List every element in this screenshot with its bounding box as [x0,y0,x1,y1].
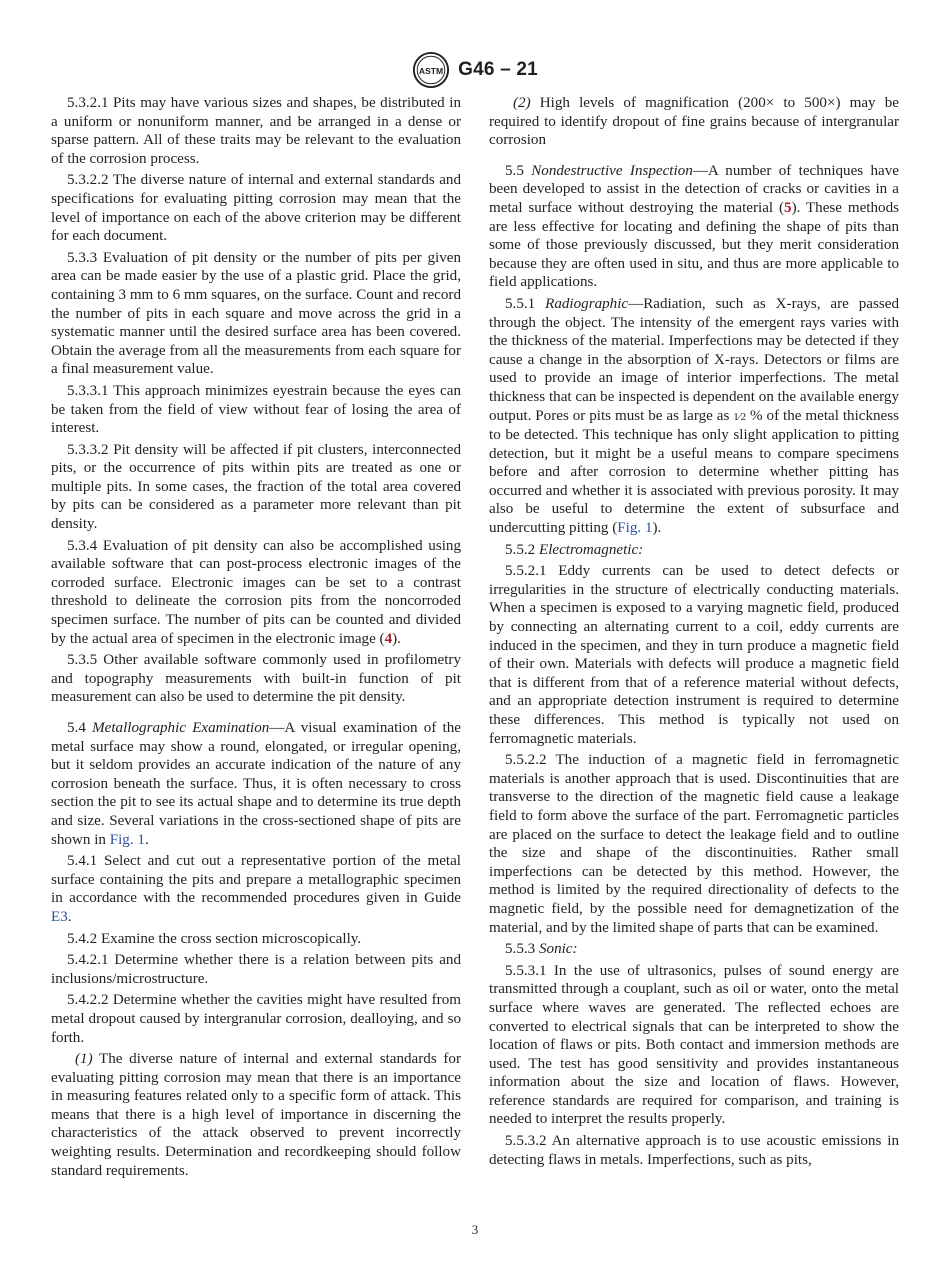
section-number: 5.5.1 [505,295,546,312]
section-title: Nondestructive Inspection [531,162,693,179]
para-text: High levels of magnification (200× to 500×) may be required to identify dropout of fine grains because of intergranular corrosion [489,95,899,149]
section-number: 5.5 [505,162,532,179]
para-5-4-2-2: 5.4.2.2 Determine whether the cavities might have resulted from metal dropout caused by intergranular corrosion, dealloying, and so forth. [51,992,461,1046]
section-title: Metallographic Examination [92,720,270,736]
para-5-3-2-2: 5.3.2.2 The diverse nature of internal and external standards and specifications for evaluating pitting corrosion may mean that the level of importance on each of the above criterion may be different for each document. [51,172,461,245]
para-5-5-3 [489,940,899,959]
para-text: . [144,831,149,848]
guide-e3-link[interactable]: E3 [51,908,68,925]
item-number: (2) [513,95,531,111]
section-5-4 [51,719,461,849]
section-number: 5.4 [67,720,93,736]
para-5-4-2-1: 5.4.2.1 Determine whether there is a relation between pits and inclusions/microstructure. [51,952,461,987]
section-number: 5.5.2 [505,541,539,558]
para-5-3-3-2: 5.3.3.2 Pit density will be affected if pit clusters, interconnected pits, or the occurrence of pits within pits are treated as one or multiple pits. In some cases, the fraction of the total area covered by pits can be considered as a parameter more relevant than pit density. [51,441,461,533]
para-5-5-3-2: 5.5.3.2 An alternative approach is to use acoustic emissions in detecting flaws in metals. Imperfections, such as pits, [489,1133,899,1168]
left-column [51,94,461,1183]
ref-5-link[interactable]: 5 [784,199,792,216]
fraction-half: 1⁄2 [733,410,747,423]
para-text: —A number of techniques have been developed to assist in the detection of cracks or cavities in a metal surface without destroying the material ( [489,162,899,216]
para-5-3-2-1: 5.3.2.1 Pits may have various sizes and shapes, be distributed in a uniform or nonuniform manner, and be arranged in a dense or sparse pattern. All of these traits may be relevant to the evaluation of the corrosion process. [51,95,461,167]
section-title: Sonic: [538,941,578,958]
para-5-5-3-1: 5.5.3.1 In the use of ultrasonics, pulses of sound energy are transmitted through a couplant, such as oil or water, onto the metal surface where waves are generated. The reflected echoes are converted to electrical signals that can be interpreted to show the location of flaws or pits. Both contact and immersion methods are used. The test has good sensitivity and provides instantaneous information about the size and location of flaws. However, reference standards are required for comparison, and training is needed to interpret the results properly. [489,962,899,1128]
page-number: 3 [471,1222,479,1237]
section-5-5 [489,162,899,292]
section-title: Radiographic [545,295,629,312]
para-5-4-2: 5.4.2 Examine the cross section microscopically. [67,930,362,947]
astm-logo-icon [412,51,450,89]
section-number: 5.5.3 [505,941,539,958]
para-5-3-3: 5.3.3 Evaluation of pit density or the number of pits per given area can be made easier by the use of a plastic grid. Place the grid, containing 3 mm to 6 mm squares, on the surface. Count and record the number of pits in each square and move across the grid in a systematic manner until the desired surface area has been covered. Obtain the average from all the measurements from each square for a final measurement value. [51,249,461,378]
para-text: 5.3.4 Evaluation of pit density can also be accomplished using available software that can post-process electronic images of the corroded surface. Electronic images can be set to a contrast threshold to delineate the corrosion pits from the noncorroded specimen surface. The number of pits can be counted and divided by the actual area of specimen in the electronic image ( [51,537,461,647]
page-header [0,50,950,90]
fig-1-link[interactable]: Fig. 1 [109,831,145,848]
right-column [489,94,899,1172]
para-text: . [67,908,72,925]
para-text: —A visual examination of the metal surface may show a round, elongated, or irregular opening, but it seldom provides an accurate indication of the nature of any corrosion beneath the surface. Thus, it is often necessary to cross section the pit to see its actual shape and to determine its true depth and size. Several variations in the cross-sectioned shape of pits are shown in [51,720,461,848]
para-5-5-1 [489,295,899,538]
para-text: ). [392,630,401,647]
para-text: —Radiation, such as X-rays, are passed through the object. The intensity of the emergent rays varies with the thickness of the material. Imperfections may be detected if they cause a change in the absorption of X-rays. Detectors or films are used to provide an image of interior imperfections. The metal thickness that can be inspected is dependent on the available energy output. Pores or pits must be as large as [489,295,899,424]
logo-text: ASTM [419,65,444,76]
item-1 [51,1050,461,1180]
para-5-3-5: 5.3.5 Other available software commonly used in profilometry and topography measurements with built-in function of pit measurement can also be used to determine the pit density. [51,652,461,706]
para-text: The diverse nature of internal and external standards for evaluating pitting corrosion may mean that there is an importance in measuring features related only to a specific form of attack. This means that there is a high level of importance in discerning the characteristics of the attack observed to prevent incorrectly weighting results. Determination and recordkeeping should follow standard requirements. [51,1051,461,1179]
para-5-5-2 [489,541,899,560]
para-text: ). [652,520,662,537]
document-designation: G46 – 21 [458,59,538,80]
ref-4-link[interactable]: 4 [384,630,393,647]
item-number: (1) [75,1051,93,1068]
para-5-4-1 [51,852,461,926]
para-5-3-3-1: 5.3.3.1 This approach minimizes eyestrain because the eyes can be taken from the field of view without fear of losing the area of interest. [51,382,461,437]
para-5-3-4 [51,537,461,649]
para-text: 5.4.1 Select and cut out a representative portion of the metal surface containing the pits and prepare a metallographic specimen in accordance with the recommended procedures given in Guide [51,853,461,907]
section-title: Electromagnetic: [538,541,644,558]
para-5-5-2-1: 5.5.2.1 Eddy currents can be used to detect defects or irregularities in the structure of electrically conducting materials. When a specimen is exposed to a varying magnetic field, produced by connecting an alternating current to a coil, eddy currents are induced in the specimen, and they in turn produce a magnetic field of their own. Materials with defects will produce a magnetic field that is different from that of a reference material without defects, and an appropriate detection instrument is required to determine these differences. This method is typically not used on ferromagnetic materials. [489,563,899,747]
fig-1-link[interactable]: Fig. 1 [617,520,653,537]
item-2 [489,94,899,150]
para-5-5-2-2: 5.5.2.2 The induction of a magnetic field in ferromagnetic materials is another approach that is used. Discontinuities that are transverse to the direction of the magnetic field cause a leakage field to form above the surface of the part. Ferromagnetic particles are placed on the surface to detect the leakage field and to outline the size and shape of the discontinuities. Rather small imperfections can be detected by this method. However, the method is limited by the required directionality of defects to the magnetic field, by the possible need for demagnetization of the material, and by the limited shape of parts that can be examined. [489,752,899,936]
para-text: ). These methods are less effective for locating and defining the shape of pits than some of those previously discussed, but they merit consideration because they are often used in situ, and thus are more applicable to field applications. [489,199,899,291]
para-text: % of the metal thickness to be detected. This technique has only slight application to pitting detection, but it might be a useful means to compare specimens before and after corrosion to determine whether pitting has occurred and whether it is associated with previous porosity. It may also be useful to determine the extent of subsurface and undercutting pitting ( [489,407,900,537]
